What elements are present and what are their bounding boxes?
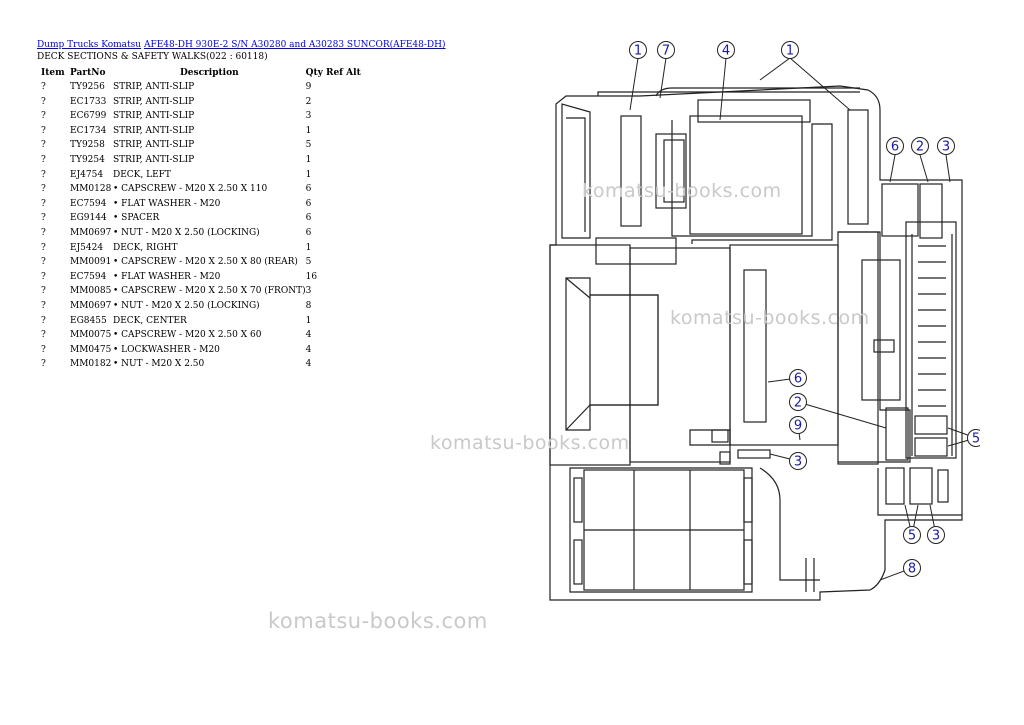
row-qty: 1	[305, 125, 312, 136]
row-description: STRIP, ANTI-SLIP	[113, 96, 195, 107]
diagram-outline	[550, 86, 962, 600]
callout-label: 4	[721, 43, 731, 59]
row-description: • CAPSCREW - M20 X 2.50 X 110	[113, 184, 268, 195]
table-row	[38, 168, 366, 183]
callout-label: 3	[931, 528, 941, 544]
row-description: DECK, LEFT	[113, 169, 171, 180]
row-partno: TY9256	[70, 82, 105, 92]
row-partno: MM0697	[70, 300, 112, 311]
callout-label: 6	[890, 139, 900, 155]
row-description: STRIP, ANTI-SLIP	[113, 111, 195, 122]
row-qty: 1	[305, 242, 312, 253]
parts-table-body	[38, 80, 366, 372]
callout-9	[790, 417, 807, 434]
row-partno: EC1733	[70, 96, 107, 107]
row-item: ?	[41, 242, 46, 253]
row-item: ?	[41, 344, 46, 355]
callout-7	[658, 42, 675, 59]
row-description: • NUT - M20 X 2.50	[113, 359, 205, 370]
header-qty: Qty Ref Alt	[305, 68, 361, 78]
callout-6	[790, 370, 807, 387]
row-qty: 16	[305, 271, 318, 282]
row-partno: EC1734	[70, 125, 107, 136]
row-qty: 4	[305, 359, 312, 370]
row-partno: MM0182	[70, 359, 112, 370]
row-partno: MM0697	[70, 227, 112, 238]
table-row	[38, 343, 366, 358]
table-row	[38, 124, 366, 139]
row-description: • FLAT WASHER - M20	[113, 271, 221, 282]
row-item: ?	[41, 154, 46, 165]
table-row	[38, 182, 366, 197]
row-description: DECK, CENTER	[113, 315, 187, 326]
row-description: STRIP, ANTI-SLIP	[113, 154, 195, 165]
breadcrumb-link-dump-trucks[interactable]: Dump Trucks Komatsu	[37, 40, 142, 50]
row-description: • CAPSCREW - M20 X 2.50 X 70 (FRONT)	[113, 286, 306, 297]
row-item: ?	[41, 271, 46, 282]
table-row	[38, 328, 366, 343]
row-partno: EJ5424	[70, 242, 104, 253]
row-partno: EG9144	[70, 213, 107, 224]
row-qty: 6	[305, 198, 312, 209]
row-qty: 4	[305, 330, 312, 341]
breadcrumb	[37, 40, 446, 51]
row-qty: 6	[305, 184, 312, 195]
callout-3	[938, 138, 955, 155]
row-partno: TY9254	[70, 154, 105, 165]
row-partno: EC7594	[70, 271, 107, 282]
parts-table	[38, 66, 366, 372]
row-qty: 8	[305, 300, 312, 311]
table-row	[38, 241, 366, 256]
row-item: ?	[41, 257, 46, 268]
row-partno: MM0075	[70, 330, 112, 341]
row-description: DECK, RIGHT	[113, 242, 178, 253]
row-item: ?	[41, 213, 46, 224]
row-qty: 1	[305, 315, 312, 326]
page-subtitle: DECK SECTIONS & SAFETY WALKS(022 : 60118)	[37, 52, 268, 62]
row-qty: 2	[305, 96, 312, 107]
callout-label: 6	[793, 371, 803, 387]
watermark: komatsu-books.com	[670, 307, 870, 329]
callout-label: 9	[793, 418, 803, 434]
row-item: ?	[41, 330, 46, 341]
row-partno: EG8455	[70, 315, 107, 326]
callout-label: 8	[907, 561, 917, 577]
table-row	[38, 255, 366, 270]
row-description: • NUT - M20 X 2.50 (LOCKING)	[113, 227, 260, 238]
row-partno: EC7594	[70, 198, 107, 209]
table-row	[38, 138, 366, 153]
row-item: ?	[41, 286, 46, 297]
row-qty: 5	[305, 257, 312, 268]
header-partno: PartNo	[70, 68, 106, 78]
row-partno: EJ4754	[70, 169, 104, 180]
table-row	[38, 357, 366, 372]
row-description: • FLAT WASHER - M20	[113, 198, 221, 209]
table-row	[38, 270, 366, 285]
table-row	[38, 284, 366, 299]
header-description: Description	[179, 68, 239, 78]
row-item: ?	[41, 169, 46, 180]
callout-label: 2	[915, 139, 925, 155]
callout-5	[968, 430, 981, 447]
row-item: ?	[41, 82, 46, 92]
row-item: ?	[41, 125, 46, 136]
row-qty: 4	[305, 344, 312, 355]
callout-1	[782, 42, 799, 59]
callout-3	[790, 453, 807, 470]
callout-label: 5	[971, 431, 980, 447]
callout-1	[630, 42, 647, 59]
callout-5	[904, 527, 921, 544]
row-partno: TY9258	[70, 140, 105, 151]
row-description: • LOCKWASHER - M20	[113, 344, 220, 355]
watermark: komatsu-books.com	[582, 180, 782, 202]
row-description: STRIP, ANTI-SLIP	[113, 140, 195, 151]
row-description: • NUT - M20 X 2.50 (LOCKING)	[113, 300, 260, 311]
table-row	[38, 299, 366, 314]
row-partno: MM0475	[70, 344, 112, 355]
watermark: komatsu-books.com	[430, 432, 630, 454]
row-item: ?	[41, 227, 46, 238]
row-partno: MM0085	[70, 286, 112, 297]
table-row	[38, 153, 366, 168]
watermark: komatsu-books.com	[268, 609, 488, 633]
row-item: ?	[41, 198, 46, 209]
table-row	[38, 95, 366, 110]
row-qty: 3	[305, 286, 312, 297]
callout-8	[904, 560, 921, 577]
row-partno: EC6799	[70, 111, 107, 122]
row-item: ?	[41, 315, 46, 326]
row-description: STRIP, ANTI-SLIP	[113, 82, 195, 92]
callout-label: 3	[941, 139, 951, 155]
row-qty: 3	[305, 111, 312, 122]
callout-label: 5	[907, 528, 917, 544]
callout-label: 1	[785, 43, 795, 59]
table-row	[38, 211, 366, 226]
row-qty: 5	[305, 140, 312, 151]
row-qty: 1	[305, 169, 312, 180]
row-description: • SPACER	[113, 213, 160, 224]
row-description: STRIP, ANTI-SLIP	[113, 125, 195, 136]
callout-4	[718, 42, 735, 59]
callout-3	[928, 527, 945, 544]
row-item: ?	[41, 359, 46, 370]
callout-6	[887, 138, 904, 155]
row-description: • CAPSCREW - M20 X 2.50 X 60	[113, 330, 262, 341]
row-partno: MM0128	[70, 184, 112, 195]
row-description: • CAPSCREW - M20 X 2.50 X 80 (REAR)	[113, 257, 298, 268]
parts-table-header	[38, 66, 366, 80]
callout-label: 2	[793, 395, 803, 411]
table-row	[38, 226, 366, 241]
row-qty: 6	[305, 227, 312, 238]
row-item: ?	[41, 140, 46, 151]
row-partno: MM0091	[70, 257, 112, 268]
callout-2	[790, 394, 807, 411]
row-item: ?	[41, 184, 46, 195]
breadcrumb-link-model[interactable]: AFE48-DH 930E-2 S/N A30280 and A30283 SUNCOR(AFE48-DH)	[143, 40, 446, 50]
table-row	[38, 197, 366, 212]
row-qty: 1	[305, 154, 312, 165]
table-row	[38, 80, 366, 95]
row-item: ?	[41, 111, 46, 122]
callout-label: 7	[661, 43, 671, 59]
header-item: Item	[41, 68, 65, 78]
row-qty: 6	[305, 213, 312, 224]
row-item: ?	[41, 300, 46, 311]
callout-label: 1	[633, 43, 643, 59]
table-row	[38, 109, 366, 124]
callout-label: 3	[793, 454, 803, 470]
row-qty: 9	[305, 82, 312, 92]
callout-2	[912, 138, 929, 155]
row-item: ?	[41, 96, 46, 107]
table-row	[38, 314, 366, 329]
